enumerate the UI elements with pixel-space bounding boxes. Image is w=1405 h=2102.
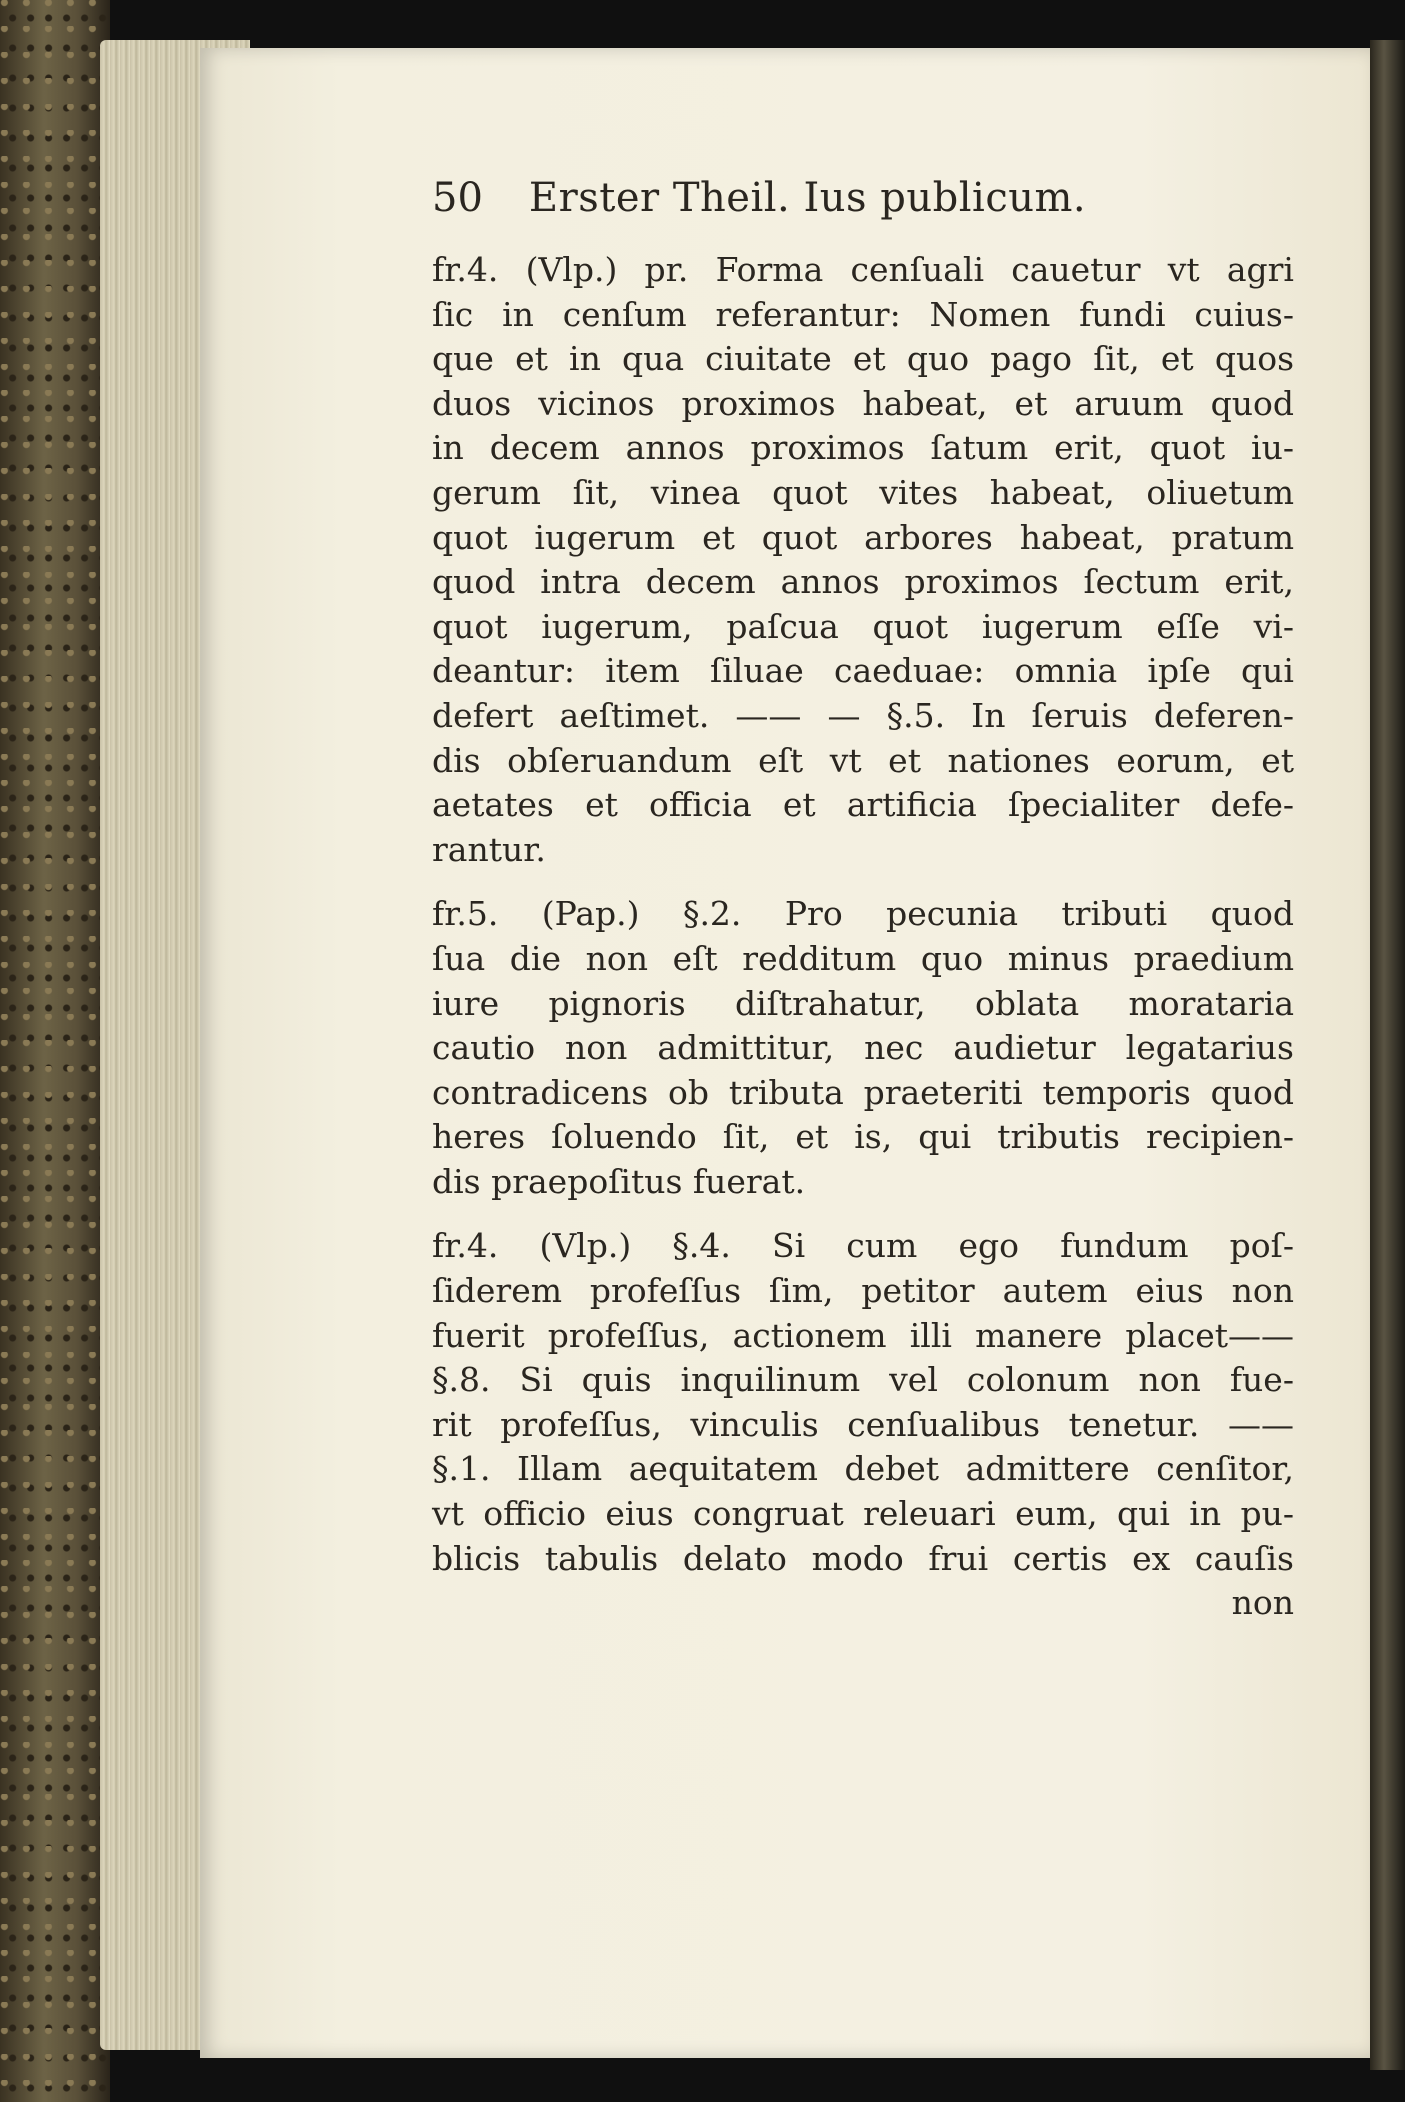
paragraph-3 xyxy=(432,1224,1294,1625)
text-line: §.8. Si quis inquilinum vel colonum non fue- xyxy=(432,1360,1294,1400)
text-line: vt officio eius congruat releuari eum, qui in pu- xyxy=(432,1494,1294,1534)
text-line: defert aeſtimet. —— — §.5. In ſeruis deferen- xyxy=(432,695,1294,735)
running-head: Erster Theil. Ius publicum. xyxy=(528,175,1087,221)
book-spine-edge xyxy=(1370,40,1405,2070)
text-line: deantur: item ſiluae caeduae: omnia ipſe qui xyxy=(432,651,1294,691)
text-line: fuerit profeſſus, actionem illi manere placet—— xyxy=(432,1315,1294,1355)
text-line: fr.4. (Vlp.) pr. Forma cenſuali cauetur vt agri xyxy=(432,250,1294,289)
text-line: ſua die non eſt redditum quo minus praedium xyxy=(432,938,1294,978)
text-line: §.1. Illam aequitatem debet admittere cenſitor, xyxy=(432,1449,1294,1489)
catchword: non xyxy=(1231,1583,1294,1623)
text-line: heres ſoluendo ſit, et is, qui tributis recipien- xyxy=(432,1117,1294,1157)
text-line: gerum ſit, vinea quot vites habeat, oliuetum xyxy=(432,472,1294,512)
page-header xyxy=(432,176,1294,236)
text-line: duos vicinos proximos habeat, et aruum quod xyxy=(432,383,1294,423)
text-line: quod intra decem annos proximos ſectum erit, xyxy=(432,562,1294,602)
text-line: in decem annos proximos ſatum erit, quot iu- xyxy=(432,428,1294,468)
page-text xyxy=(432,176,1294,1646)
text-line: dis praepoſitus fuerat. xyxy=(432,1161,806,1201)
text-line: aetates et officia et artificia ſpecialiter defe- xyxy=(432,785,1294,825)
text-line: quot iugerum et quot arbores habeat, pratum xyxy=(432,517,1294,557)
text-line: iure pignoris diſtrahatur, oblata morataria xyxy=(432,983,1294,1023)
text-line: rit profeſſus, vinculis cenſualibus tenetur. —— xyxy=(432,1404,1294,1444)
text-line: rantur. xyxy=(432,829,546,869)
paragraph-1 xyxy=(432,248,1294,872)
text-line: cautio non admittitur, nec audietur legatarius xyxy=(432,1028,1294,1068)
page-number: 50 xyxy=(432,175,483,221)
text-line: blicis tabulis delato modo frui certis ex cauſis xyxy=(432,1538,1294,1578)
text-line: ſiderem profeſſus ſim, petitor autem eius non xyxy=(432,1271,1294,1311)
text-line: contradicens ob tributa praeteriti temporis quod xyxy=(432,1072,1294,1112)
text-line: quot iugerum, paſcua quot iugerum eſſe vi- xyxy=(432,606,1294,646)
text-line: ſic in cenſum referantur: Nomen fundi cuius- xyxy=(432,294,1294,334)
book-edge xyxy=(0,0,110,2102)
paragraph-2 xyxy=(432,892,1294,1204)
text-line: fr.4. (Vlp.) §.4. Si cum ego fundum poſ- xyxy=(432,1226,1294,1266)
text-line: que et in qua ciuitate et quo pago ſit, et quos xyxy=(432,339,1294,379)
text-line: fr.5. (Pap.) §.2. Pro pecunia tributi quod xyxy=(432,894,1294,934)
text-line: dis obſeruandum eſt vt et nationes eorum, et xyxy=(432,740,1294,780)
